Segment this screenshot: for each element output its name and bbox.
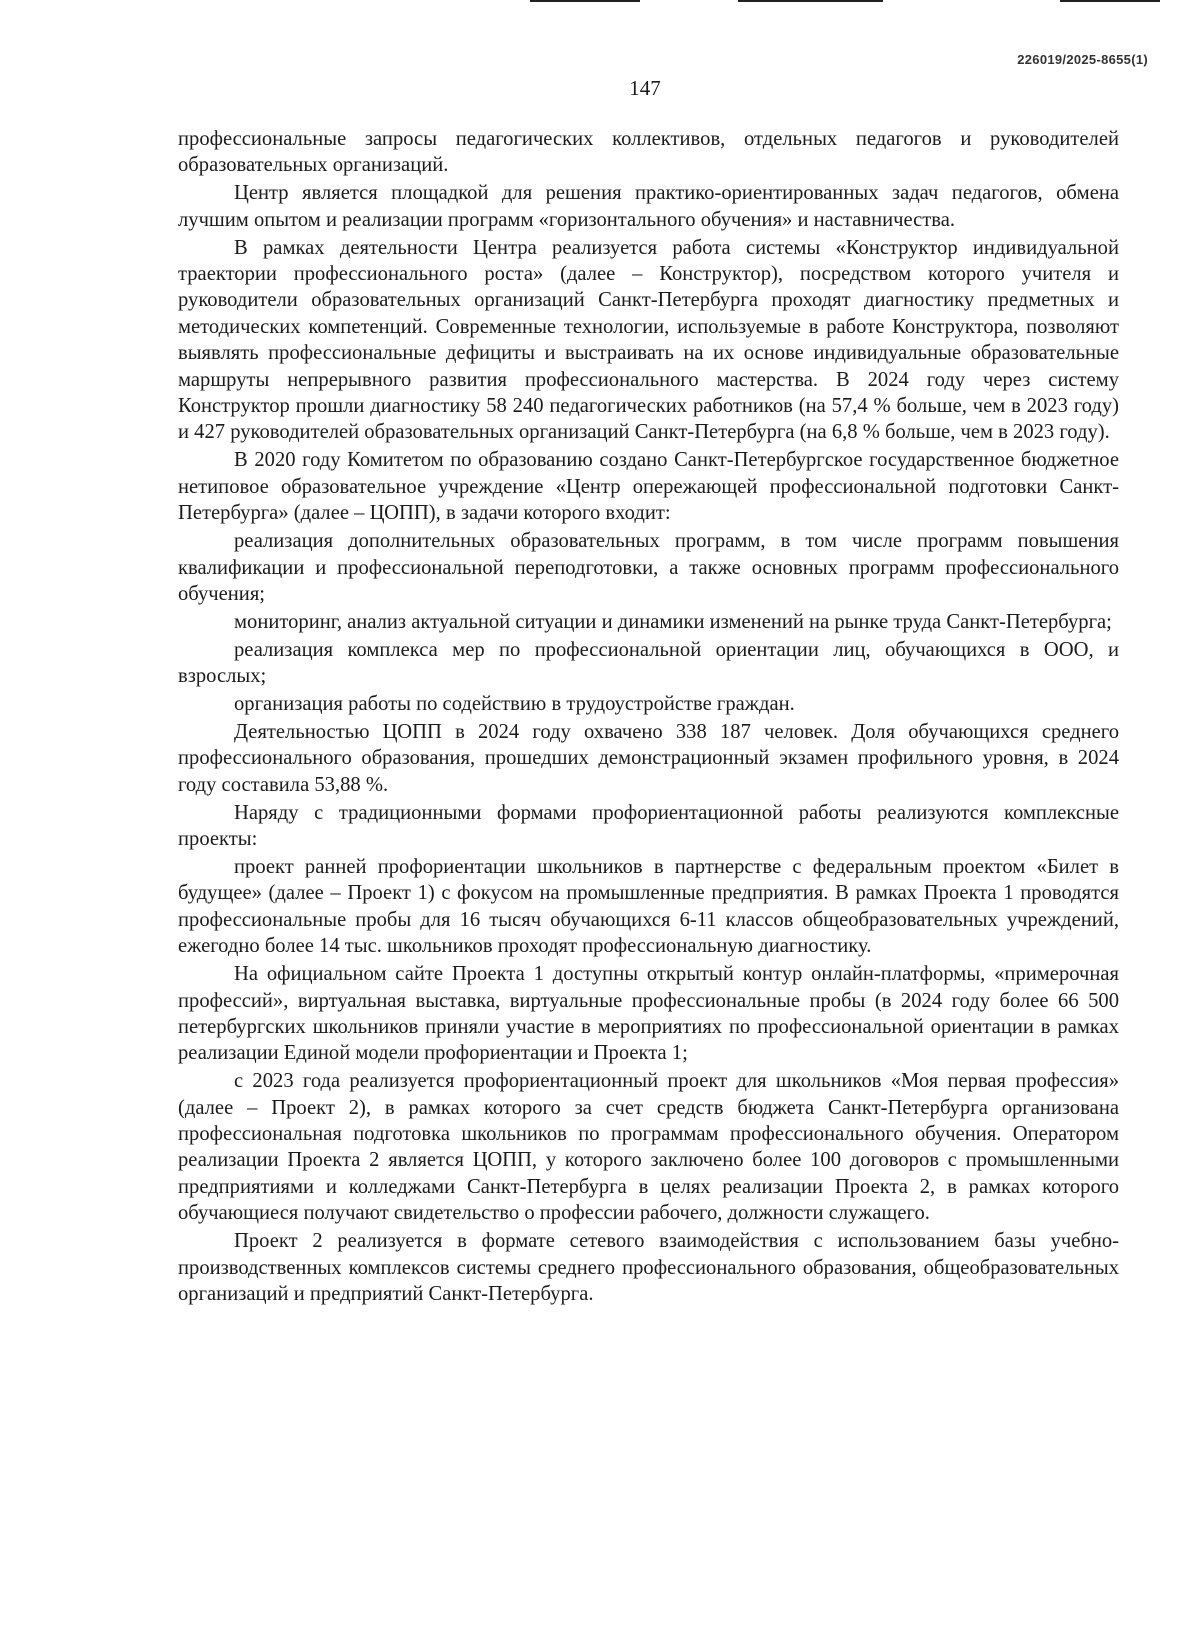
scan-artifact-line	[738, 0, 883, 2]
document-body	[178, 126, 1119, 1307]
list-item: проект ранней профориентации школьников в партнерстве с федеральным проектом «Билет в будущее» (далее – Проект 1) с фокусом на промышленные предприятия. В рамках Проекта 1 проводятся профессиональные пробы для 16 тысяч обучающихся 6-11 классов общеобразовательных учреждений, ежегодно более 14 тыс. школьников проходят профессиональную диагностику.	[178, 855, 1119, 958]
scan-artifact-line	[530, 0, 640, 2]
list-item: с 2023 года реализуется профориентационный проект для школьников «Моя первая профессия» (далее – Проект 2), в рамках которого за счет средств бюджета Санкт-Петербурга организована профессиональная подготовка школьников по программам профессионального обучения. Оператором реализации Проекта 2 является ЦОПП, у которого заключено более 100 договоров с промышленными предприятиями и колледжами Санкт-Петербурга в целях реализации Проекта 2, в рамках которого обучающиеся получают свидетельство о профессии рабочего, должности служащего.	[178, 1070, 1119, 1225]
list-item: организация работы по содействию в трудоустройстве граждан.	[234, 693, 795, 716]
paragraph: В 2020 году Комитетом по образованию создано Санкт-Петербургское государственное бюджетное нетиповое образовательное учреждение «Центр опережающей профессиональной подготовки Санкт-Петербурга» (далее – ЦОПП), в задачи которого входит:	[178, 449, 1119, 525]
paragraph: профессиональные запросы педагогических коллективов, отдельных педагогов и руководителей образовательных организаций.	[178, 128, 1119, 177]
list-item: реализация дополнительных образовательных программ, в том числе программ повышения квалификации и профессиональной переподготовки, а также основных программ профессионального обучения;	[178, 530, 1119, 605]
paragraph: Деятельностью ЦОПП в 2024 году охвачено 338 187 человек. Доля обучающихся среднего профессионального образования, прошедших демонстрационный экзамен профильного уровня, в 2024 году составила 53,88 %.	[178, 720, 1119, 796]
paragraph: На официальном сайте Проекта 1 доступны открытый контур онлайн-платформы, «примерочная профессий», виртуальная выставка, виртуальные профессиональные пробы (в 2024 году более 66 500 петербургских школьников приняли участие в мероприятиях по профессиональной ориентации в рамках реализации Единой модели профориентации и Проекта 1;	[178, 963, 1119, 1065]
paragraph: Центр является площадкой для решения практико-ориентированных задач педагогов, обмена лучшим опытом и реализации программ «горизонтального обучения» и наставничества.	[178, 182, 1119, 231]
paragraph: В рамках деятельности Центра реализуется работа системы «Конструктор индивидуальной траектории профессионального роста» (далее – Конструктор), посредством которого учителя и руководители образовательных организаций Санкт-Петербурга проходят диагностику предметных и методических компетенций. Современные технологии, используемые в работе Конструктора, позволяют выявлять профессиональные дефициты и выстраивать на их основе индивидуальные образовательные маршруты непрерывного развития профессионального мастерства. В 2024 году через систему Конструктор прошли диагностику 58 240 педагогических работников (на 57,4 % больше, чем в 2023 году) и 427 руководителей образовательных организаций Санкт-Петербурга (на 6,8 % больше, чем в 2023 году).	[178, 236, 1119, 444]
paragraph: Проект 2 реализуется в формате сетевого взаимодействия с использованием базы учебно-производственных комплексов системы среднего профессионального образования, общеобразовательных организаций и предприятий Санкт-Петербурга.	[178, 1230, 1119, 1305]
document-id: 226019/2025-8655(1)	[1017, 52, 1148, 67]
page-number: 147	[629, 76, 661, 100]
list-item: реализация комплекса мер по профессиональной ориентации лиц, обучающихся в ООО, и взрослых;	[178, 638, 1119, 688]
paragraph: Наряду с традиционными формами профориентационной работы реализуются комплексные проекты:	[178, 801, 1119, 851]
scan-artifact-line	[1060, 0, 1160, 2]
list-item: мониторинг, анализ актуальной ситуации и динамики изменений на рынке труда Санкт-Петербурга;	[234, 610, 1112, 633]
